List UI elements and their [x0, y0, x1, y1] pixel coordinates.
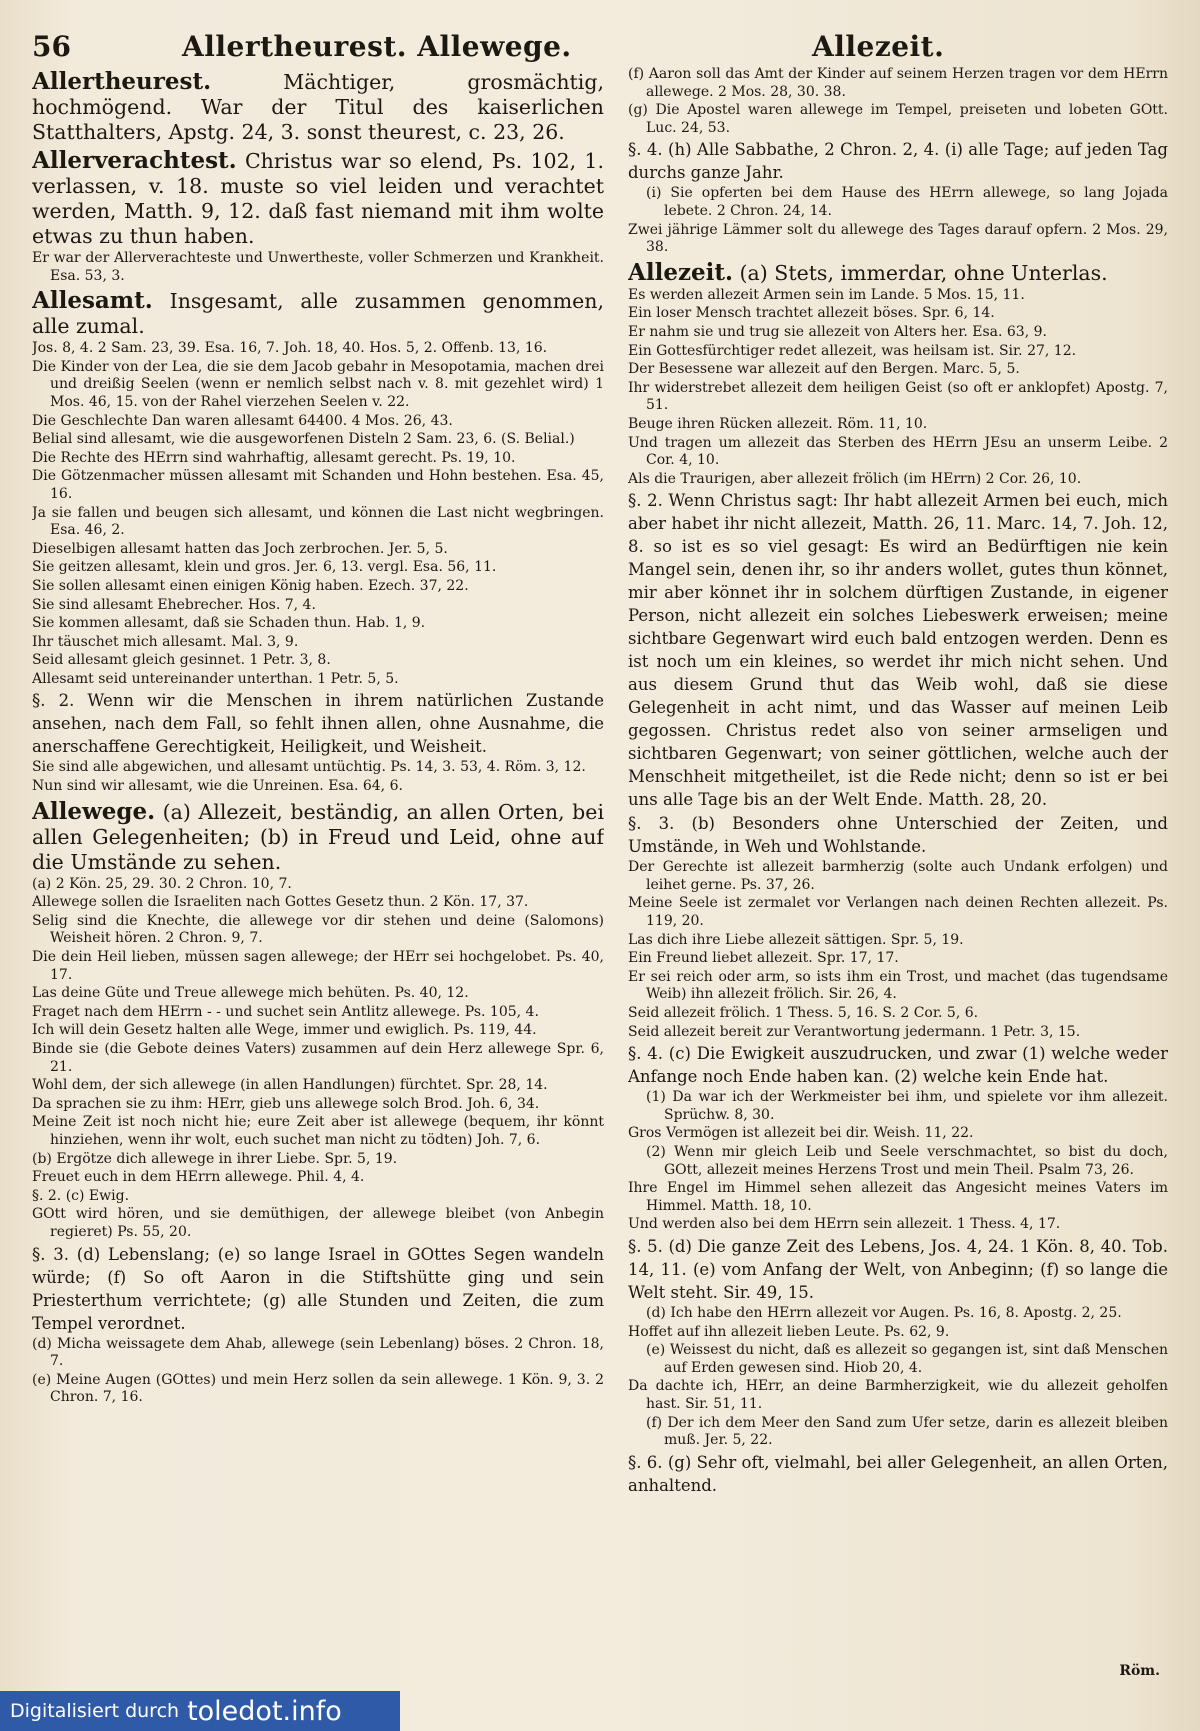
entry-text: Hoffet auf ihn allezeit lieben Leute. Ps. 62, 9. — [628, 1323, 950, 1340]
lemma-entry — [32, 288, 604, 339]
citation — [32, 913, 604, 948]
entry-text: Jos. 8, 4. 2 Sam. 23, 39. Esa. 16, 7. Joh. 18, 40. Hos. 5, 2. Offenb. 13, 16. — [32, 340, 548, 357]
citation — [628, 932, 1168, 950]
citation — [32, 1336, 604, 1371]
left-column — [32, 66, 604, 1686]
entry-text: Ein Gottesfürchtiger redet allezeit, was heilsam ist. Sir. 27, 12. — [628, 342, 1077, 359]
entry-text: Der Gerechte ist allezeit barmherzig (solte auch Undank erfolgen) und leihet gerne. Ps. 37, 26. — [628, 859, 1168, 893]
entry-text: §. 4. (h) Alle Sabbathe, 2 Chron. 2, 4. (i) alle Tage; auf jeden Tag durchs ganze Jahr. — [628, 140, 1168, 183]
entry-text: Ich will dein Gesetz halten alle Wege, immer und ewiglich. Ps. 119, 44. — [32, 1022, 537, 1039]
entry-text: Fraget nach dem HErrn - - und suchet sein Antlitz allewege. Ps. 105, 4. — [32, 1003, 539, 1020]
entry-text: Ein Freund liebet allezeit. Spr. 17, 17. — [628, 950, 899, 967]
lemma-headword: Allezeit. — [628, 258, 734, 286]
catchword: Röm. — [1119, 1663, 1160, 1679]
entry-text: Binde sie (die Gebote deines Vaters) zusammen auf dein Herz allewege Spr. 6, 21. — [32, 1041, 604, 1075]
entry-text: Sie sind alle abgewichen, und allesamt untüchtig. Ps. 14, 3. 53, 4. Röm. 3, 12. — [32, 759, 586, 776]
entry-text: §. 2. Wenn Christus sagt: Ihr habt allezeit Armen bei euch, mich aber habet ihr nicht allezeit, Matth. 26, 11. Marc. 14, 7. Joh. 12, 8. so ist es so viel gesagt: Es wird an Bedürftigen nie kein Mangel sein, denen ihr, so ihr anders wollet, gutes thun könnet, mir aber könnet ihr in solchem dürftigen Zustande, in eigener Person, nicht allezeit ein solches Liebeswerk erweisen; meine sichtbare Gegenwart wird euch bald entzogen werden. Denn es ist noch um ein kleines, so werdet ihr mich nicht sehen. Und aus diesem Grund thut das Weib wohl, daß sie diese Gelegenheit in acht nimt, und das Wasser auf meinen Leib gegossen. Christus redet also von seiner armseligen und sichtbaren Gegenwart; von seiner göttlichen, welche auch der Menschheit mitgetheilet, ist die Rede nicht; denn so ist er bei uns alle Tage bis an der Welt Ende. Matth. 28, 20. — [628, 491, 1168, 810]
citation — [32, 559, 604, 577]
citation — [628, 1144, 1168, 1179]
citation — [628, 305, 1168, 323]
page-header — [32, 26, 1168, 66]
citation — [628, 361, 1168, 379]
entry-text: Zwei jährige Lämmer solt du allewege des Tages darauf opfern. 2 Mos. 29, 38. — [628, 221, 1168, 256]
citation — [628, 222, 1168, 257]
lemma-headword: Allewege. — [32, 797, 156, 825]
entry-text: (f) Aaron soll das Amt der Kinder auf seinem Herzen tragen vor dem HErrn allewege. 2 Mos. 28, 30. 38. — [628, 66, 1168, 100]
entry-text: (b) Ergötze dich allewege in ihrer Liebe. Spr. 5, 19. — [32, 1150, 398, 1167]
citation — [32, 1096, 604, 1114]
citation — [628, 1378, 1168, 1413]
citation — [32, 778, 604, 796]
citation — [628, 380, 1168, 415]
citation — [32, 505, 604, 540]
paragraph — [32, 689, 604, 758]
paragraph — [628, 812, 1168, 858]
entry-text: Freuet euch in dem HErrn allewege. Phil. 4, 4. — [32, 1169, 365, 1186]
entry-text: §. 3. (b) Besonders ohne Unterschied der Zeiten, und Umstände, in Weh und Wohlstande. — [628, 814, 1168, 857]
citation — [628, 1415, 1168, 1450]
citation — [32, 949, 604, 984]
citation — [32, 359, 604, 412]
citation — [628, 1024, 1168, 1042]
entry-text: Nun sind wir allesamt, wie die Unreinen. Esa. 64, 6. — [32, 778, 403, 795]
paragraph — [628, 1451, 1168, 1497]
citation — [32, 634, 604, 652]
citation — [628, 969, 1168, 1004]
entry-text: Die dein Heil lieben, müssen sagen allewege; der HErr sei hochgelobet. Ps. 40, 17. — [32, 949, 604, 983]
lemma-headword: Allertheurest. — [32, 68, 212, 95]
citation — [32, 1004, 604, 1022]
entry-text: Selig sind die Knechte, die allewege vor dir stehen und deine (Salomons) Weisheit hören. 2 Chron. 9, 7. — [32, 912, 604, 947]
paragraph — [32, 1243, 604, 1335]
entry-text: Seid allezeit frölich. 1 Thess. 5, 16. S. 2 Cor. 5, 6. — [628, 1005, 979, 1022]
citation — [628, 950, 1168, 968]
entry-text: §. 2. Wenn wir die Menschen in ihrem natürlichen Zustande ansehen, nach dem Fall, so fehlt ihnen allen, ohne Ausnahme, die anerschaffene Gerechtigkeit, Heiligkeit, und Weisheit. — [32, 691, 604, 757]
lemma-entry — [32, 148, 604, 249]
citation — [628, 859, 1168, 894]
entry-text: Meine Seele ist zermalet vor Verlangen nach deinen Rechten allezeit. Ps. 119, 20. — [628, 895, 1168, 930]
entry-text: Wohl dem, der sich allewege (in allen Handlungen) fürchtet. Spr. 28, 14. — [32, 1077, 548, 1094]
citation — [32, 541, 604, 559]
citation — [32, 671, 604, 689]
citation — [32, 578, 604, 596]
banner-site: toledot.info — [187, 1695, 342, 1727]
citation — [32, 1077, 604, 1095]
entry-text: Da dachte ich, HErr, an deine Barmherzigkeit, wie du allezeit geholfen hast. Sir. 51, 11. — [628, 1378, 1168, 1412]
entry-text: Ihre Engel im Himmel sehen allezeit das Angesicht meines Vaters im Himmel. Matth. 18, 10. — [628, 1180, 1168, 1214]
entry-text: (d) Micha weissagete dem Ahab, allewege (sein Lebenlang) böses. 2 Chron. 18, 7. — [32, 1335, 604, 1370]
paragraph — [628, 138, 1168, 184]
entry-text: Da sprachen sie zu ihm: HErr, gieb uns allewege solch Brod. Joh. 6, 34. — [32, 1095, 540, 1112]
lemma-definition: (a) Stets, immerdar, ohne Unterlas. — [733, 260, 1108, 285]
running-head-right: Allezeit. — [812, 30, 945, 63]
citation — [628, 1125, 1168, 1143]
right-column — [628, 66, 1168, 1686]
citation — [32, 597, 604, 615]
lemma-headword: Allesamt. — [32, 287, 153, 315]
entry-text: Als die Traurigen, aber allezeit frölich (im HErrn) 2 Cor. 26, 10. — [628, 470, 1082, 487]
citation — [32, 450, 604, 468]
citation — [628, 66, 1168, 101]
citation — [628, 1305, 1168, 1323]
citation — [32, 1114, 604, 1149]
entry-text: Und tragen um allezeit das Sterben des HErrn JEsu an unserm Leibe. 2 Cor. 4, 10. — [628, 434, 1168, 469]
entry-text: (e) Weissest du nicht, daß es allezeit so gegangen ist, sint daß Menschen auf Erden gewesen sind. Hiob 20, 4. — [646, 1342, 1168, 1376]
entry-text: §. 2. (c) Ewig. — [32, 1187, 130, 1204]
citation — [32, 1169, 604, 1187]
entry-text: Ein loser Mensch trachtet allezeit böses. Spr. 6, 14. — [628, 305, 995, 322]
entry-text: Ihr täuschet mich allesamt. Mal. 3, 9. — [32, 633, 299, 650]
entry-text: Allewege sollen die Israeliten nach Gottes Gesetz thun. 2 Kön. 17, 37. — [32, 894, 529, 911]
entry-text: (d) Ich habe den HErrn allezeit vor Augen. Ps. 16, 8. Apostg. 2, 25. — [646, 1304, 1122, 1321]
citation — [628, 1005, 1168, 1023]
citation — [628, 1324, 1168, 1342]
entry-text: (a) 2 Kön. 25, 29. 30. 2 Chron. 10, 7. — [32, 875, 292, 892]
entry-text: §. 3. (d) Lebenslang; (e) so lange Israel in GOttes Segen wandeln würde; (f) So oft Aaron in die Stiftshütte ging und sein Priesterthum verrichtete; (g) alle Stunden und Zeiten, die zum Tempel verordnet. — [32, 1244, 604, 1333]
citation — [628, 324, 1168, 342]
entry-text: (e) Meine Augen (GOttes) und mein Herz sollen da sein allewege. 1 Kön. 9, 3. 2 Chron. 7, 16. — [32, 1371, 604, 1406]
entry-text: §. 5. (d) Die ganze Zeit des Lebens, Jos. 4, 24. 1 Kön. 8, 40. Tob. 14, 11. (e) vom Anfang der Welt, von Anbeginn; (f) so lange die Welt steht. Sir. 49, 15. — [628, 1236, 1168, 1302]
citation — [32, 652, 604, 670]
entry-text: Die Götzenmacher müssen allesamt mit Schanden und Hohn bestehen. Esa. 45, 16. — [32, 468, 604, 502]
entry-text: Sie sollen allesamt einen einigen König haben. Ezech. 37, 22. — [32, 577, 469, 594]
entry-text: Er sei reich oder arm, so ists ihm ein Trost, und machet (das tugendsame Weib) ihn allezeit frölich. Sir. 26, 4. — [628, 968, 1168, 1003]
entry-text: Belial sind allesamt, wie die ausgeworfenen Disteln 2 Sam. 23, 6. (S. Belial.) — [32, 431, 575, 448]
entry-text: Sie kommen allesamt, daß sie Schaden thun. Hab. 1, 9. — [32, 615, 426, 632]
entry-text: Die Rechte des HErrn sind wahrhaftig, allesamt gerecht. Ps. 19, 10. — [32, 449, 516, 466]
citation — [628, 416, 1168, 434]
entry-text: (f) Der ich dem Meer den Sand zum Ufer setze, darin es allezeit bleiben muß. Jer. 5, 22. — [646, 1414, 1168, 1449]
entry-text: Sie sind allesamt Ehebrecher. Hos. 7, 4. — [32, 596, 316, 613]
citation — [32, 876, 604, 894]
citation — [32, 1206, 604, 1241]
citation — [32, 1151, 604, 1169]
entry-text: Die Kinder von der Lea, die sie dem Jacob gebahr in Mesopotamia, machen drei und dreißig Seelen (wenn er nemlich selbst nach v. 8. mit gezehlet wird) 1 Mos. 46, 15. von der Rahel vierzehen Seelen v. 22. — [32, 358, 604, 410]
entry-text: §. 6. (g) Sehr oft, vielmahl, bei aller Gelegenheit, an allen Orten, anhaltend. — [628, 1452, 1168, 1495]
entry-text: Gros Vermögen ist allezeit bei dir. Weish. 11, 22. — [628, 1125, 974, 1142]
lemma-headword: Allerverachtest. — [32, 147, 237, 174]
lemma-definition: Mächtiger, grosmächtig, hochmögend. War der Titul des kaiserlichen Statthalters, Apstg. 24, 3. sonst theurest, c. 23, 26. — [32, 70, 604, 144]
entry-text: Ja sie fallen und beugen sich allesamt, und können die Last nicht wegbringen. Esa. 46, 2. — [32, 504, 604, 539]
entry-text: (1) Da war ich der Werkmeister bei ihm, und spielete vor ihm allezeit. Sprüchw. 8, 30. — [646, 1089, 1168, 1123]
citation — [32, 413, 604, 431]
entry-text: Allesamt seid untereinander unterthan. 1 Petr. 5, 5. — [32, 670, 399, 687]
paragraph — [628, 1235, 1168, 1304]
citation — [628, 102, 1168, 137]
entry-text: (g) Die Apostel waren allewege im Tempel, preiseten und lobeten GOtt. Luc. 24, 53. — [628, 102, 1168, 136]
entry-text: (2) Wenn mir gleich Leib und Seele verschmachtet, so bist du doch, GOtt, allezeit meines Herzens Trost und mein Theil. Psalm 73, 26. — [646, 1144, 1168, 1178]
citation — [628, 287, 1168, 305]
citation — [628, 1216, 1168, 1234]
entry-text: Beuge ihren Rücken allezeit. Röm. 11, 10. — [628, 415, 928, 432]
entry-text: Las deine Güte und Treue allewege mich behüten. Ps. 40, 12. — [32, 985, 469, 1002]
citation — [628, 1180, 1168, 1215]
page-number: 56 — [32, 30, 71, 63]
citation — [32, 1372, 604, 1407]
running-head-left: Allertheurest. Allewege. — [182, 30, 572, 63]
citation — [32, 985, 604, 1003]
lemma-entry — [32, 799, 604, 875]
citation — [32, 759, 604, 777]
lemma-entry — [628, 260, 1168, 286]
citation — [32, 250, 604, 285]
entry-text: Dieselbigen allesamt hatten das Joch zerbrochen. Jer. 5, 5. — [32, 540, 448, 557]
entry-text: Er nahm sie und trug sie allezeit von Alters her. Esa. 63, 9. — [628, 323, 1047, 340]
citation — [32, 468, 604, 503]
entry-text: §. 4. (c) Die Ewigkeit auszudrucken, und zwar (1) welche weder Anfange noch Ende haben kan. (2) welche kein Ende hat. — [628, 1044, 1168, 1087]
entry-text: Sie geitzen allesamt, klein und gros. Jer. 6, 13. vergl. Esa. 56, 11. — [32, 559, 497, 576]
entry-text: Seid allesamt gleich gesinnet. 1 Petr. 3, 8. — [32, 652, 331, 669]
entry-text: Die Geschlechte Dan waren allesamt 64400. 4 Mos. 26, 43. — [32, 412, 453, 429]
entry-text: Es werden allezeit Armen sein im Lande. 5 Mos. 15, 11. — [628, 286, 1025, 303]
citation — [32, 1022, 604, 1040]
banner-text: Digitalisiert durch — [10, 1700, 180, 1722]
entry-text: Der Besessene war allezeit auf den Bergen. Marc. 5, 5. — [628, 361, 1020, 378]
digitization-banner[interactable] — [0, 1691, 400, 1731]
lemma-entry — [32, 69, 604, 145]
citation — [628, 1342, 1168, 1377]
citation — [628, 435, 1168, 470]
entry-text: Er war der Allerverachteste und Unwertheste, voller Schmerzen und Krankheit. Esa. 53, 3. — [32, 250, 604, 284]
citation — [628, 185, 1168, 220]
entry-text: Ihr widerstrebet allezeit dem heiligen Geist (so oft er anklopfet) Apostg. 7, 51. — [628, 379, 1168, 414]
citation — [32, 1041, 604, 1076]
entry-text: (i) Sie opferten bei dem Hause des HErrn allewege, so lang Jojada lebete. 2 Chron. 24, 14. — [646, 185, 1168, 219]
entry-text: Meine Zeit ist noch nicht hie; eure Zeit aber ist allewege (bequem, ihr könnt hinziehen, wenn ihr wolt, euch suchet man nicht zu tödten) Joh. 7, 6. — [32, 1114, 604, 1148]
paragraph — [628, 489, 1168, 811]
citation — [628, 1089, 1168, 1124]
entry-text: Und werden also bei dem HErrn sein allezeit. 1 Thess. 4, 17. — [628, 1216, 1061, 1233]
citation — [32, 615, 604, 633]
citation — [628, 471, 1168, 489]
citation — [32, 1188, 604, 1206]
paragraph — [628, 1042, 1168, 1088]
entry-text: Seid allezeit bereit zur Verantwortung jedermann. 1 Petr. 3, 15. — [628, 1023, 1081, 1040]
citation — [32, 340, 604, 358]
citation — [628, 343, 1168, 361]
entry-text: Las dich ihre Liebe allezeit sättigen. Spr. 5, 19. — [628, 931, 964, 948]
citation — [628, 895, 1168, 930]
citation — [32, 894, 604, 912]
lemma-definition: Christus war so elend, Ps. 102, 1. verlassen, v. 18. muste so viel leiden und verachtet werden, Matth. 9, 12. daß fast niemand mit ihm wolte etwas zu thun haben. — [32, 149, 604, 248]
citation — [32, 431, 604, 449]
lemma-definition: (a) Allezeit, beständig, an allen Orten, bei allen Gelegenheiten; (b) in Freud und Leid, ohne auf die Umstände zu sehen. — [32, 799, 604, 874]
entry-text: GOtt wird hören, und sie demüthigen, der allewege bleibet (von Anbegin regieret) Ps. 55, 20. — [32, 1206, 604, 1240]
lemma-definition: Insgesamt, alle zusammen genommen, alle zumal. — [32, 289, 604, 339]
